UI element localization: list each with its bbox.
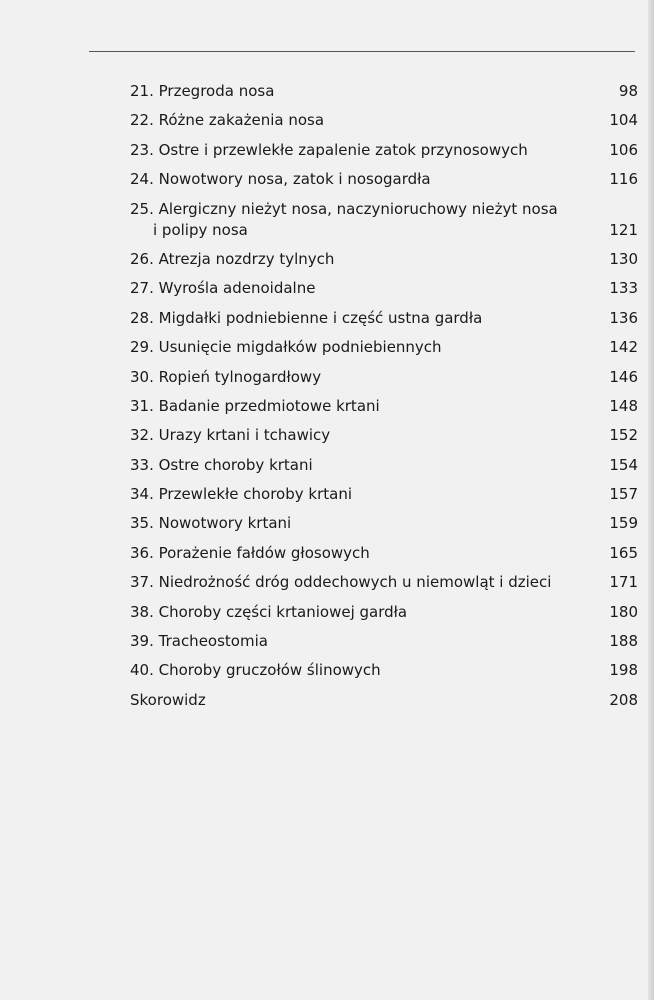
toc-entry-page: 106 bbox=[609, 140, 638, 159]
toc-entry-index bbox=[130, 690, 638, 711]
toc-entry-title: 28. Migdałki podniebienne i część ustna gardła bbox=[130, 308, 483, 327]
toc-entry-page: 121 bbox=[609, 220, 638, 239]
toc-entry-page: 159 bbox=[609, 514, 638, 533]
table-of-contents bbox=[130, 81, 638, 719]
toc-entry bbox=[130, 199, 638, 241]
toc-entry-title: 29. Usunięcie migdałków podniebiennych bbox=[130, 338, 442, 357]
toc-entry-title: 27. Wyrośla adenoidalne bbox=[130, 279, 316, 298]
toc-entry-title: 26. Atrezja nozdrzy tylnych bbox=[130, 249, 335, 268]
header-rule bbox=[89, 51, 635, 52]
toc-entry-page: 154 bbox=[609, 455, 638, 474]
toc-entry-title: 30. Ropień tylnogardłowy bbox=[130, 367, 322, 386]
toc-entry-title: 22. Różne zakażenia nosa bbox=[130, 111, 325, 130]
toc-entry-title: 31. Badanie przedmiotowe krtani bbox=[130, 396, 380, 415]
toc-entry-title: 33. Ostre choroby krtani bbox=[130, 455, 313, 474]
toc-entry-title-continued: i polipy nosa bbox=[153, 220, 248, 239]
toc-entry-page: 165 bbox=[609, 543, 638, 562]
toc-entry bbox=[130, 513, 638, 534]
toc-entry-title: 38. Choroby części krtaniowej gardła bbox=[130, 602, 408, 621]
toc-entry-page: 152 bbox=[609, 426, 638, 445]
toc-entry-title: 36. Porażenie fałdów głosowych bbox=[130, 543, 370, 562]
toc-entry bbox=[130, 484, 638, 505]
toc-entry-page: 133 bbox=[609, 279, 638, 298]
toc-entry-page: 98 bbox=[618, 82, 638, 100]
toc-entry bbox=[130, 81, 638, 102]
toc-entry-title: 25. Alergiczny nieżyt nosa, naczynioruchowy nieżyt nosa bbox=[130, 199, 558, 218]
toc-entry-title: 23. Ostre i przewlekłe zapalenie zatok przynosowych bbox=[130, 140, 528, 159]
toc-entry-page: 157 bbox=[609, 485, 638, 504]
toc-entry bbox=[130, 249, 638, 270]
toc-entry bbox=[130, 169, 638, 190]
toc-entry bbox=[130, 396, 638, 417]
toc-entry bbox=[130, 455, 638, 476]
toc-entry-title: 24. Nowotwory nosa, zatok i nosogardła bbox=[130, 170, 431, 189]
toc-entry-title: 39. Tracheostomia bbox=[130, 632, 268, 651]
toc-entry-page: 116 bbox=[609, 170, 638, 189]
toc-entry-page: 198 bbox=[609, 661, 638, 680]
toc-entry-title: 40. Choroby gruczołów ślinowych bbox=[130, 661, 381, 680]
toc-entry-page: 130 bbox=[609, 249, 638, 268]
toc-entry bbox=[130, 140, 638, 161]
toc-entry bbox=[130, 543, 638, 564]
toc-entry bbox=[130, 337, 638, 358]
toc-entry bbox=[130, 308, 638, 329]
toc-entry-title: 35. Nowotwory krtani bbox=[130, 514, 292, 533]
toc-entry-title: 34. Przewlekłe choroby krtani bbox=[130, 485, 352, 504]
toc-entry bbox=[130, 602, 638, 623]
toc-entry-page: 146 bbox=[609, 367, 638, 386]
toc-entry-title: 21. Przegroda nosa bbox=[130, 82, 275, 100]
toc-entry-page: 188 bbox=[609, 632, 638, 651]
toc-entry-title: Skorowidz bbox=[130, 690, 206, 709]
toc-entry-page: 180 bbox=[609, 602, 638, 621]
toc-entry-title: 37. Niedrożność dróg oddechowych u niemowląt i dzieci bbox=[130, 573, 552, 592]
toc-entry bbox=[130, 631, 638, 652]
toc-entry-page: 104 bbox=[609, 111, 638, 130]
toc-entry-page: 142 bbox=[609, 338, 638, 357]
toc-entry-page: 171 bbox=[609, 573, 638, 592]
toc-entry bbox=[130, 572, 638, 593]
toc-entry-title: 32. Urazy krtani i tchawicy bbox=[130, 426, 331, 445]
toc-entry bbox=[130, 110, 638, 131]
toc-entry-page: 148 bbox=[609, 396, 638, 415]
toc-entry bbox=[130, 278, 638, 299]
toc-entry-page: 208 bbox=[609, 690, 638, 709]
toc-entry bbox=[130, 660, 638, 681]
toc-entry bbox=[130, 367, 638, 388]
toc-entry-page: 136 bbox=[609, 308, 638, 327]
toc-entry bbox=[130, 425, 638, 446]
page-edge bbox=[648, 0, 654, 1000]
